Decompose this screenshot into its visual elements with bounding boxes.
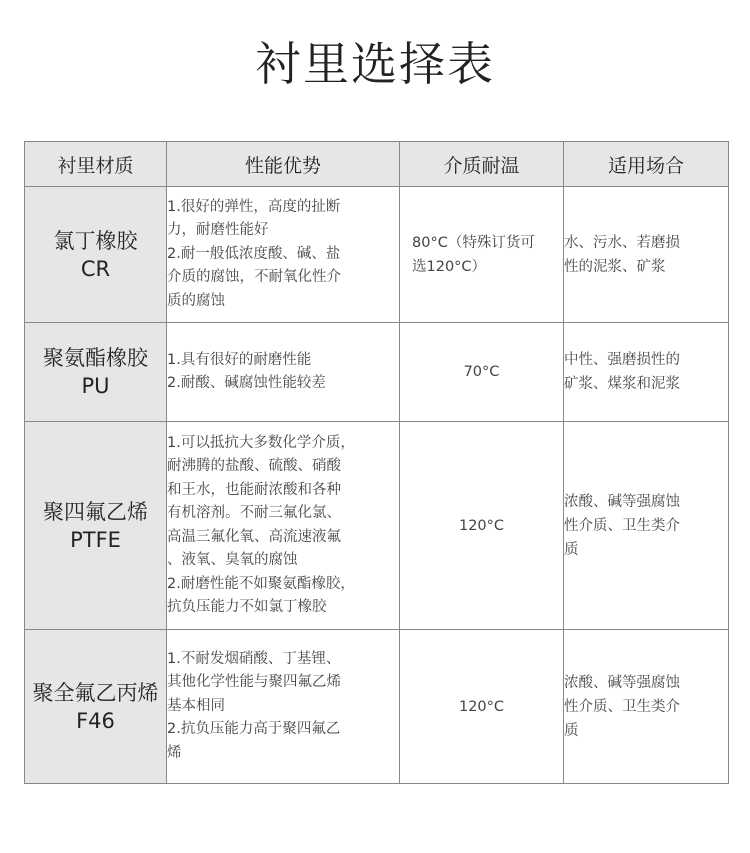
- application-line: 浓酸、碱等强腐蚀: [564, 674, 680, 691]
- application-line: 浓酸、碱等强腐蚀: [564, 493, 680, 510]
- advantage-line: 2.耐一般低浓度酸、碱、盐: [167, 245, 341, 262]
- temperature-line: 120°C: [458, 698, 505, 715]
- advantages-cell: [167, 630, 400, 784]
- material-cell: [25, 422, 167, 630]
- advantage-line: 1.可以抵抗大多数化学介质，: [167, 434, 355, 451]
- application-line: 性介质、卫生类介: [564, 517, 680, 534]
- application-line: 性的泥浆、矿浆: [564, 258, 666, 275]
- advantage-line: 2.耐酸、碱腐蚀性能较差: [167, 375, 326, 391]
- advantage-line: 有机溶剂。不耐三氟化氯、: [167, 505, 341, 521]
- material-cell: [25, 187, 167, 323]
- temperature-line: 选120°C）: [412, 258, 487, 275]
- material-name: 氯丁橡胶: [53, 228, 138, 253]
- applications-cell: [564, 630, 729, 784]
- material-name: 聚全氟乙丙烯: [32, 680, 159, 705]
- applications-cell: [564, 422, 729, 630]
- application-line: 质: [564, 541, 579, 558]
- table-row: [25, 323, 729, 422]
- application-line: 中性、强磨损性的: [564, 352, 680, 368]
- advantages-cell: [167, 323, 400, 422]
- material-name: 聚氨酯橡胶: [43, 346, 148, 370]
- advantage-line: 烯: [167, 744, 182, 761]
- lining-selection-table: [24, 141, 729, 784]
- advantages-cell: [167, 422, 400, 630]
- material-code: CR: [80, 256, 111, 281]
- applications-cell: [564, 187, 729, 323]
- application-line: 性介质、卫生类介: [564, 698, 680, 715]
- material-code: PTFE: [70, 527, 121, 552]
- table-row: [25, 422, 729, 630]
- advantage-line: 质的腐蚀: [167, 292, 225, 309]
- advantage-line: 2.耐磨性能不如聚氨酯橡胶，: [167, 575, 355, 592]
- advantage-line: 1.不耐发烟硝酸、丁基锂、: [167, 650, 341, 667]
- material-name: 聚四氟乙烯: [43, 499, 148, 524]
- advantage-line: 2.抗负压能力高于聚四氟乙: [167, 721, 341, 738]
- advantage-line: 1.具有很好的耐磨性能: [167, 351, 312, 368]
- temperature-cell: [400, 630, 564, 784]
- applications-cell: [564, 323, 729, 422]
- application-line: 质: [564, 722, 579, 739]
- advantage-line: 和王水，也能耐浓酸和各种: [167, 481, 341, 498]
- advantage-line: 力，耐磨性能好: [167, 222, 269, 239]
- advantages-cell: [167, 187, 400, 323]
- advantage-line: 其他化学性能与聚四氟乙烯: [167, 674, 341, 691]
- temperature-cell: [400, 422, 564, 630]
- material-code: PU: [81, 374, 110, 398]
- material-code: F46: [76, 708, 115, 733]
- application-line: 水、污水、若磨损: [564, 234, 680, 251]
- material-cell: [25, 323, 167, 422]
- advantage-line: 耐沸腾的盐酸、硫酸、硝酸: [167, 458, 341, 474]
- header-temperature: 介质耐温: [400, 142, 564, 187]
- advantage-line: 抗负压能力不如氯丁橡胶: [167, 599, 327, 615]
- advantage-line: 介质的腐蚀，不耐氧化性介: [167, 269, 341, 286]
- temperature-cell: [400, 323, 564, 422]
- advantage-line: 1.很好的弹性，高度的扯断: [167, 198, 341, 215]
- header-applications: 适用场合: [564, 142, 729, 187]
- table-row: [25, 630, 729, 784]
- advantage-line: 高温三氟化氧、高流速液氟: [167, 528, 341, 545]
- material-cell: [25, 630, 167, 784]
- temperature-line: 120°C: [458, 517, 505, 534]
- table-header-row: [25, 142, 729, 187]
- application-line: 矿浆、煤浆和泥浆: [564, 376, 680, 392]
- temperature-line: 80°C（特殊订货可: [412, 234, 535, 251]
- advantage-line: 、液氧、臭氧的腐蚀: [167, 552, 298, 568]
- header-material: 衬里材质: [25, 142, 167, 187]
- header-advantages: 性能优势: [167, 142, 400, 187]
- temperature-cell: [400, 187, 564, 323]
- temperature-line: 70°C: [463, 364, 500, 380]
- table-row: [25, 187, 729, 323]
- page-title: 衬里选择表: [255, 37, 495, 91]
- advantage-line: 基本相同: [167, 697, 225, 714]
